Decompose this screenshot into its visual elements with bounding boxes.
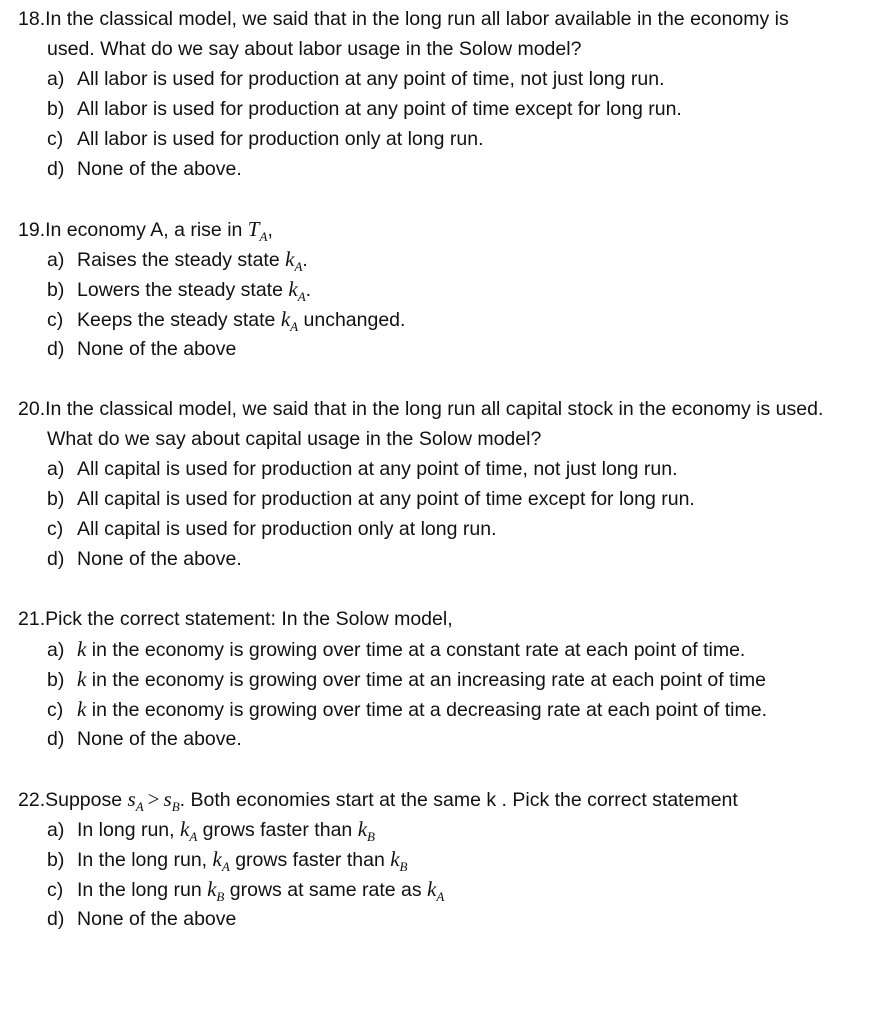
option-d: d) None of the above bbox=[47, 338, 237, 360]
question-text: 19.In economy A, a rise in $T_A$, bbox=[18, 217, 273, 244]
option-d: d) None of the above. bbox=[47, 728, 242, 750]
option-b: b) In the long run, $k_A$ grows faster than $k_B$ bbox=[47, 847, 408, 874]
question-text: 22.Suppose $s_A > s_B$. Both economies start at the same k . Pick the correct statement bbox=[18, 787, 738, 814]
option-d: d) None of the above bbox=[47, 908, 237, 930]
option-a: a) All labor is used for production at any point of time, not just long run. bbox=[47, 68, 665, 90]
option-a: a) All capital is used for production at any point of time, not just long run. bbox=[47, 458, 678, 480]
option-d: d) None of the above. bbox=[47, 548, 242, 570]
option-b: b) Lowers the steady state $k_A$. bbox=[47, 277, 312, 304]
option-d: d) None of the above. bbox=[47, 158, 242, 180]
option-b: b) k in the economy is growing over time at an increasing rate at each point of time bbox=[47, 667, 766, 691]
question-text: 20.In the classical model, we said that in the long run all capital stock in the economy is used. bbox=[18, 398, 824, 420]
option-c: c) k in the economy is growing over time at a decreasing rate at each point of time. bbox=[47, 697, 768, 721]
option-c: c) Keeps the steady state $k_A$ unchanged. bbox=[47, 307, 406, 334]
question-text: What do we say about capital usage in the Solow model? bbox=[47, 428, 542, 450]
option-a: a) k in the economy is growing over time at a constant rate at each point of time. bbox=[47, 637, 746, 661]
question-text: 18.In the classical model, we said that in the long run all labor available in the economy is bbox=[18, 8, 789, 30]
question-text: used. What do we say about labor usage in the Solow model? bbox=[47, 38, 582, 60]
option-a: a) In long run, $k_A$ grows faster than $k_B$ bbox=[47, 817, 375, 844]
option-c: c) In the long run $k_B$ grows at same rate as $k_A$ bbox=[47, 877, 445, 904]
question-text: 21.Pick the correct statement: In the Solow model, bbox=[18, 608, 453, 630]
option-b: b) All capital is used for production at any point of time except for long run. bbox=[47, 488, 695, 510]
option-b: b) All labor is used for production at any point of time except for long run. bbox=[47, 98, 682, 120]
option-c: c) All labor is used for production only at long run. bbox=[47, 128, 484, 150]
option-c: c) All capital is used for production only at long run. bbox=[47, 518, 497, 540]
option-a: a) Raises the steady state $k_A$. bbox=[47, 247, 308, 274]
